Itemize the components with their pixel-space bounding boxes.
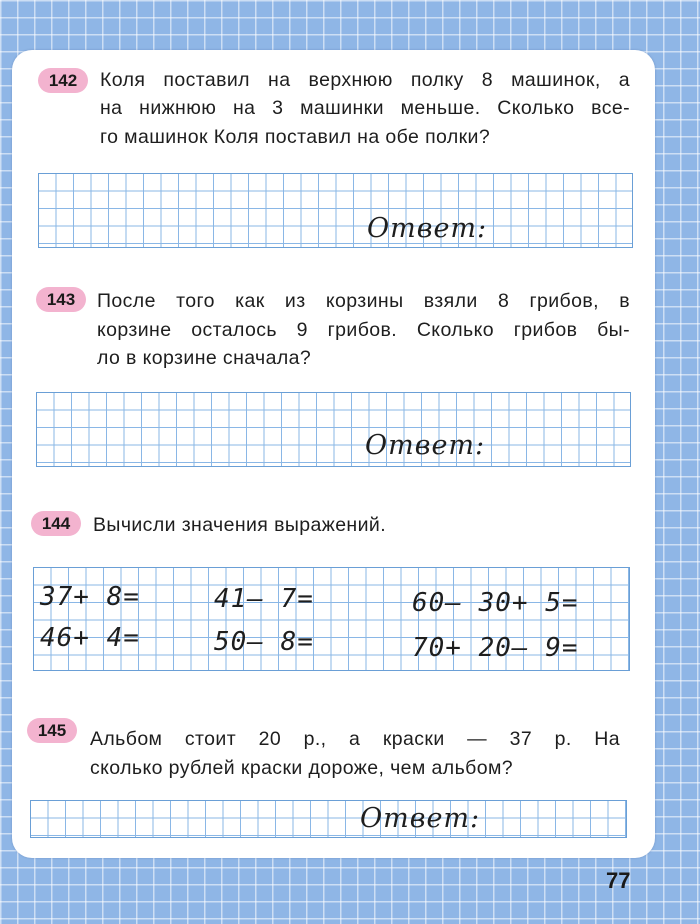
expression: 41– 7= <box>214 584 314 614</box>
answer-label: Ответ: <box>367 213 488 244</box>
expression: 50– 8= <box>214 627 314 657</box>
expression: 70+ 20– 9= <box>412 633 579 663</box>
task-number-badge: 143 <box>36 287 86 312</box>
task-144-instruction: Вычисли значения выражений. <box>93 514 387 536</box>
page-number: 77 <box>606 868 631 893</box>
answer-label: Ответ: <box>360 803 481 834</box>
task-number-badge: 144 <box>31 511 81 536</box>
answer-label: Ответ: <box>365 430 486 461</box>
task-145-line-2: сколько рублей краски дороже, чем альбом? <box>90 757 513 779</box>
expression: 60– 30+ 5= <box>412 588 579 618</box>
expression: 46+ 4= <box>40 623 140 653</box>
task-142-line-3: го машинок Коля поставил на обе полки? <box>100 126 491 148</box>
task-145-line-1: Альбом стоит 20 р., а краски — 37 р. На <box>90 728 620 750</box>
task-143-line-3: ло в корзине сначала? <box>97 347 312 369</box>
task-number-badge: 142 <box>38 68 88 93</box>
task-143-line-1: После того как из корзины взяли 8 грибов, в <box>97 290 630 312</box>
expression: 37+ 8= <box>40 582 140 612</box>
answer-grid[interactable] <box>38 173 633 248</box>
answer-grid[interactable] <box>36 392 631 467</box>
task-142-line-1: Коля поставил на верхнюю полку 8 машинок, а <box>100 69 630 91</box>
task-143-line-2: корзине осталось 9 грибов. Сколько грибов бы- <box>97 319 630 341</box>
task-142-line-2: на нижнюю на 3 машинки меньше. Сколько все- <box>100 97 630 119</box>
task-number-badge: 145 <box>27 718 77 743</box>
answer-grid[interactable] <box>30 800 627 838</box>
